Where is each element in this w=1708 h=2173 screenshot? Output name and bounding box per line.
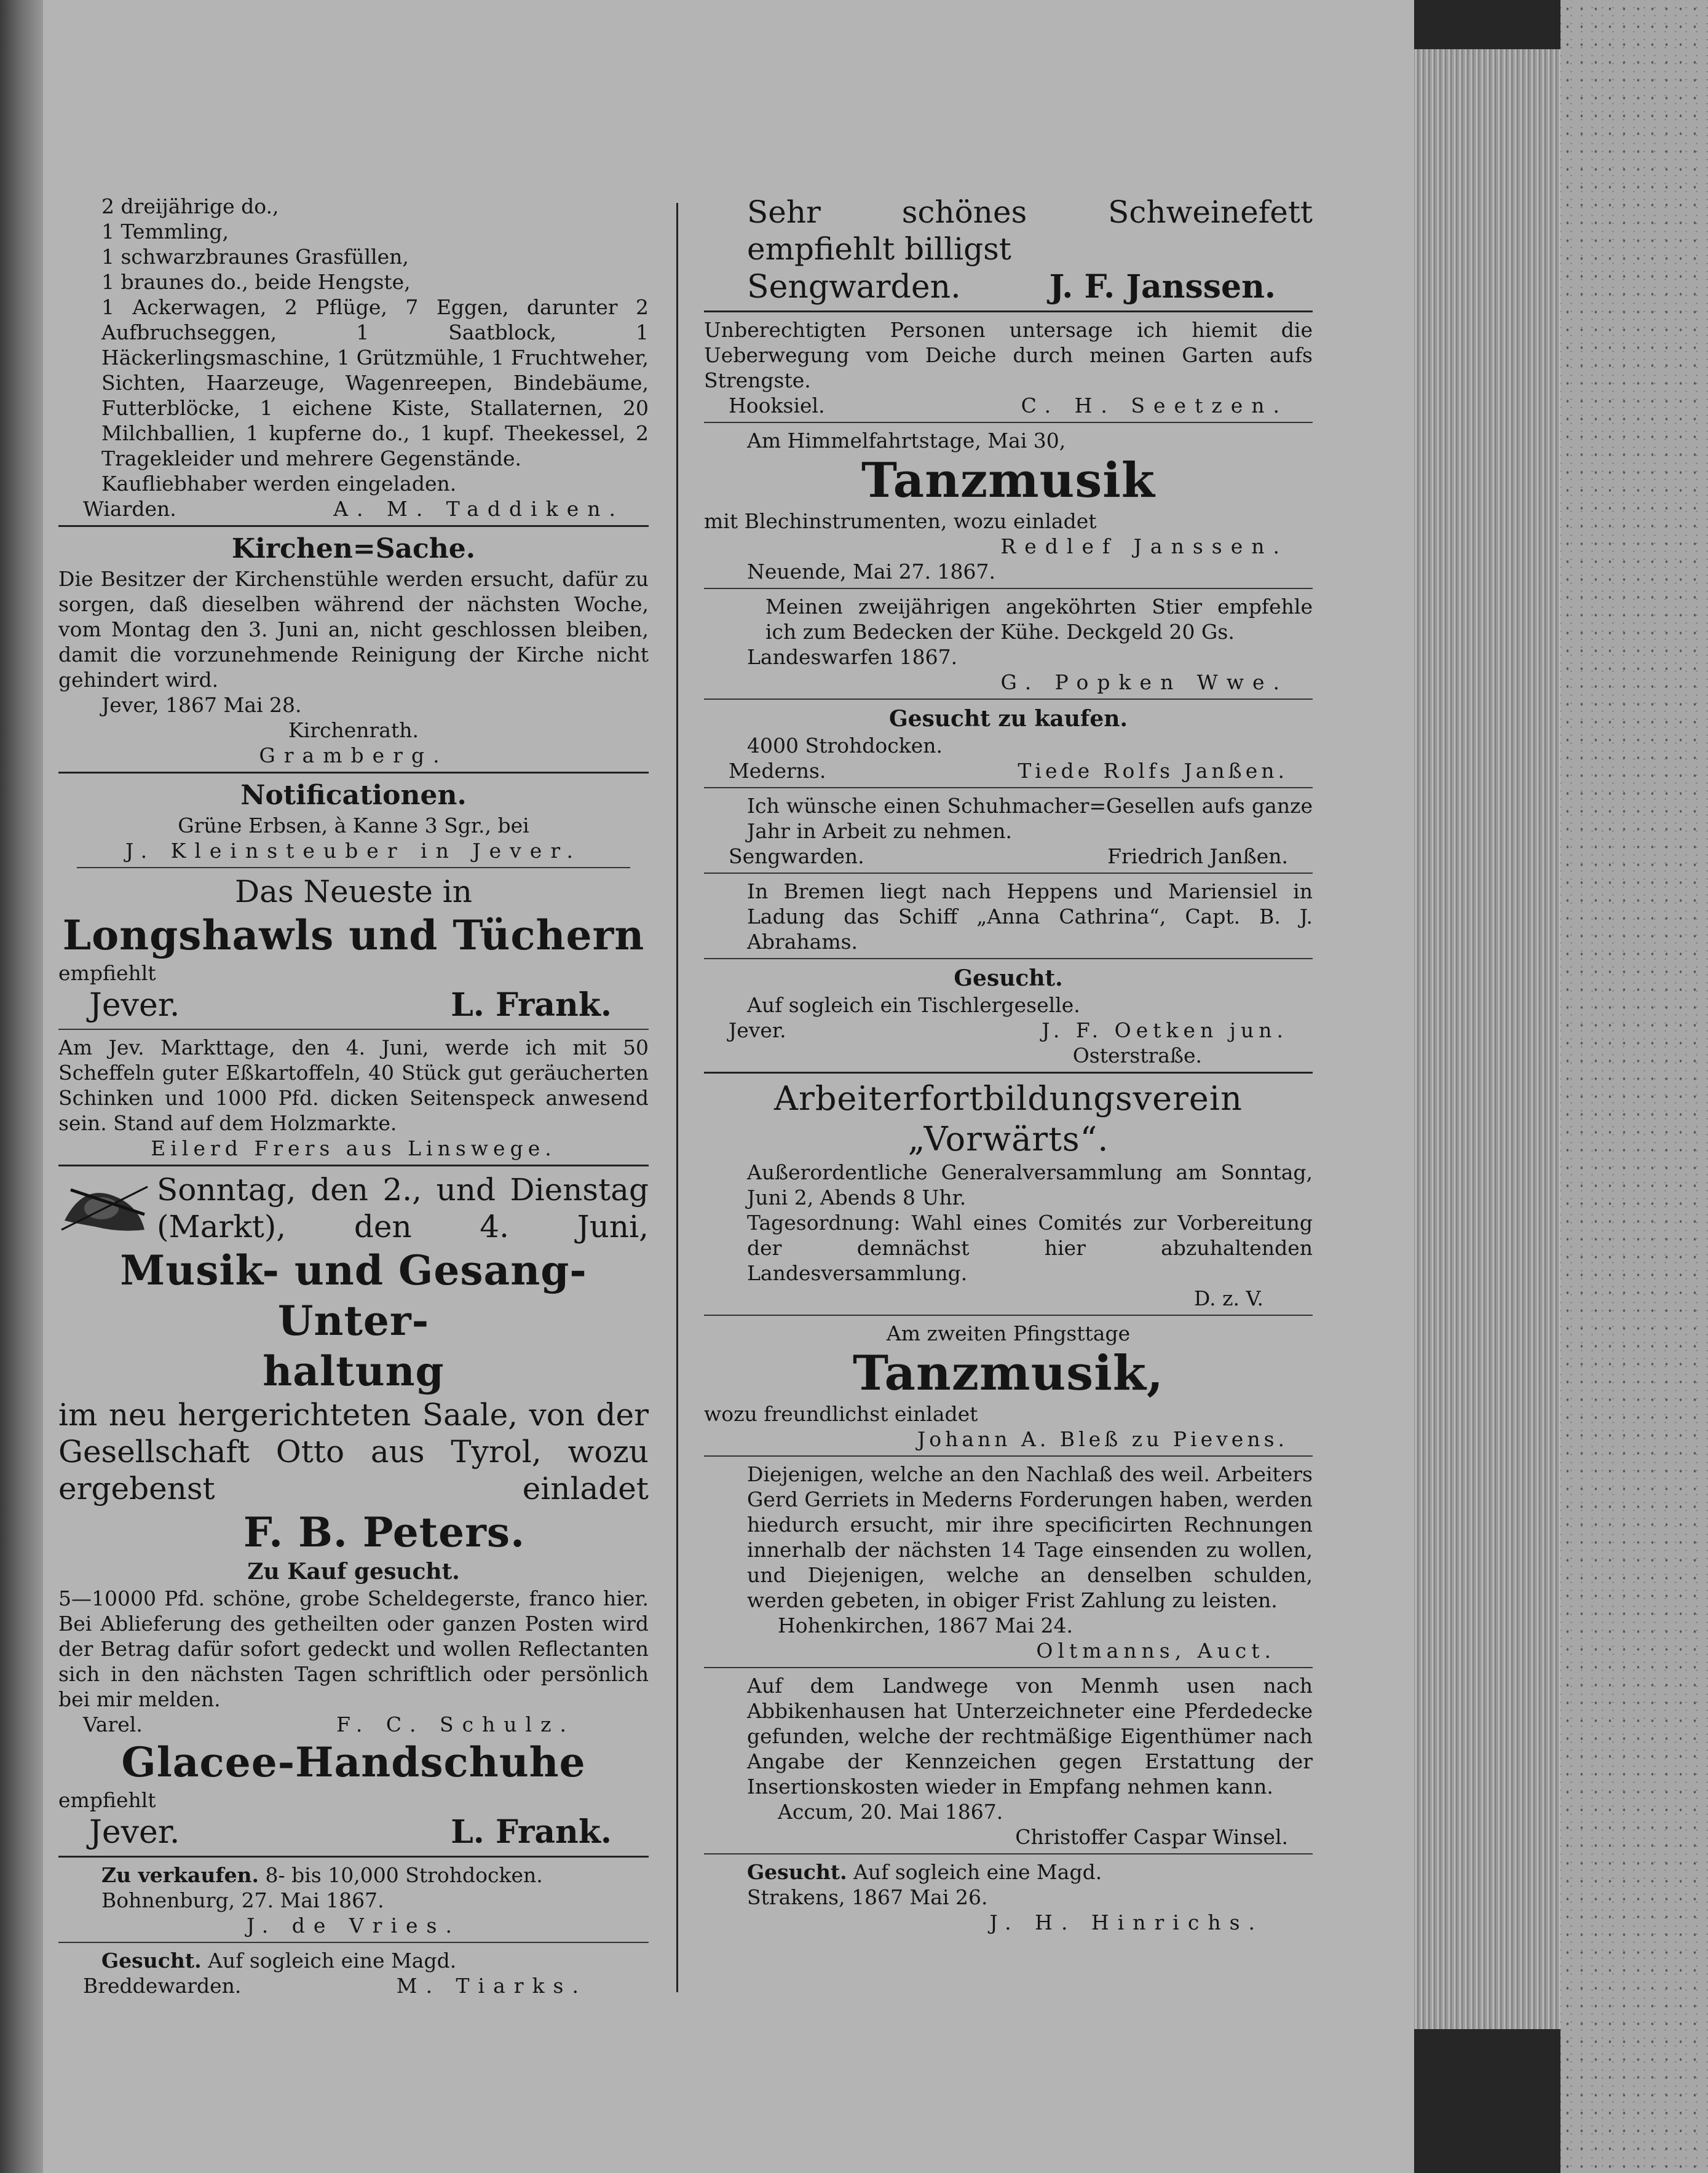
- deich-signature: C. H. Seetzen.: [1021, 394, 1288, 418]
- kauf-body: 5—10000 Pfd. schöne, grobe Scheldegerste, franco hier. Bei Ablieferung des getheilten oder ganzen Posten wird der Betrag dafür sofort gedeckt und wollen Reflectanten sich in den nächsten Tagen schriftlich oder persönlich bei mir melden.: [58, 1586, 649, 1711]
- divider: [704, 699, 1313, 700]
- tischler-signature: J. F. Oetken jun.: [1042, 1018, 1288, 1042]
- music-signature: F. B. Peters.: [243, 1508, 526, 1556]
- magd-place: Breddewarden.: [83, 1974, 242, 1998]
- divider: [704, 1853, 1313, 1854]
- divider: [704, 588, 1313, 589]
- tanz2-sub: wozu freundlichst einladet: [704, 1402, 978, 1426]
- tanz1-date: Neuende, Mai 27. 1867.: [747, 560, 996, 584]
- decke-date: Accum, 20. Mai 1867.: [778, 1800, 1003, 1824]
- verein-body: Außerordentliche Generalversammlung am Sonntag, Juni 2, Abends 8 Uhr.: [747, 1160, 1313, 1209]
- tischler-place: Jever.: [729, 1018, 786, 1042]
- auction-signature: A. M. Taddiken.: [333, 497, 624, 521]
- shawls-sub: empfiehlt: [58, 961, 156, 985]
- kirchen-date: Jever, 1867 Mai 28.: [101, 693, 302, 717]
- right-column: [704, 194, 1313, 2032]
- music-ad: [58, 1171, 649, 1558]
- schuhmacher-notice: [704, 793, 1313, 869]
- music-title1: Musik- und Gesang-Unter-: [120, 1246, 587, 1345]
- auction-place: Wiarden.: [83, 497, 176, 521]
- kauf-gesucht-notice: [58, 1558, 649, 1737]
- nachlass-body: Diejenigen, welche an den Nachlaß des weil. Arbeiters Gerd Gerriets in Mederns Forderungen haben, werden hiedurch ersucht, mir ihre specificirten Rechnungen innerhalb der nächsten 14 Tage einsenden zu wollen, und Diejenigen, welche an denselben schulden, werden gebeten, in obiger Frist Zahlung zu leisten.: [747, 1462, 1313, 1612]
- divider: [704, 1072, 1313, 1074]
- glacee-signature: L. Frank.: [451, 1813, 612, 1851]
- tanz1-pre: Am Himmelfahrtstage, Mai 30,: [747, 429, 1066, 453]
- divider: [58, 772, 649, 774]
- glacee-sub: empfiehlt: [58, 1788, 156, 1812]
- divider: [704, 1455, 1313, 1457]
- tischler-street: Osterstraße.: [1072, 1043, 1202, 1067]
- divider: [704, 1667, 1313, 1668]
- auction-notice: [58, 194, 649, 521]
- shawls-place: Jever.: [89, 987, 180, 1024]
- magd2-notice: [704, 1859, 1313, 1935]
- fett-signature: J. F. Janssen.: [1049, 268, 1276, 306]
- verein-notice: [704, 1079, 1313, 1311]
- verein-agenda: Tagesordnung: Wahl eines Comités zur Vorbereitung der demnächst hier abzuhaltenden Landesversammlung.: [747, 1211, 1313, 1285]
- divider: [704, 787, 1313, 788]
- notifications-line: Grüne Erbsen, à Kanne 3 Sgr., bei: [178, 813, 529, 837]
- market-signature: Eilerd Frers aus Linswege.: [151, 1136, 556, 1160]
- verkaufen-text: 8- bis 10,000 Strohdocken.: [265, 1863, 543, 1887]
- notifications-notice: [58, 778, 649, 863]
- magd-signature: M. Tiarks.: [396, 1974, 587, 1998]
- deich-body: Unberechtigten Personen untersage ich hiemit die Ueberwegung vom Deiche durch meinen Garten aufs Strengste.: [704, 318, 1313, 392]
- tanzmusik-2-ad: [704, 1321, 1313, 1452]
- notifications-signature: J. Kleinsteuber in Jever.: [125, 839, 582, 863]
- tanz2-signature: Johann A. Bleß zu Pievens.: [917, 1427, 1288, 1451]
- nachlass-signature: Oltmanns, Auct.: [1036, 1639, 1276, 1663]
- shawls-signature: L. Frank.: [451, 986, 612, 1024]
- notifications-title: Notificationen.: [240, 780, 467, 811]
- auction-line: 1 braunes do., beide Hengste,: [101, 270, 411, 294]
- glacee-title: Glacee-Handschuhe: [121, 1738, 586, 1786]
- magd2-lead: Gesucht.: [747, 1860, 847, 1884]
- kirchen-title: Kirchen=Sache.: [231, 533, 476, 564]
- deich-place: Hooksiel.: [729, 394, 825, 418]
- schuh-signature: Friedrich Janßen.: [1107, 844, 1288, 868]
- auction-line: 2 dreijährige do.,: [101, 194, 279, 218]
- glacee-place: Jever.: [89, 1814, 180, 1851]
- divider: [58, 1029, 649, 1030]
- schiff-body: In Bremen liegt nach Heppens und Mariensiel in Ladung das Schiff „Anna Cathrina“, Capt. B. J. Abrahams.: [747, 879, 1313, 954]
- verkaufen-lead: Zu verkaufen.: [101, 1863, 259, 1887]
- verkaufen-date: Bohnenburg, 27. Mai 1867.: [101, 1888, 384, 1912]
- nachlass-date: Hohenkirchen, 1867 Mai 24.: [778, 1613, 1073, 1637]
- auction-line: 1 schwarzbraunes Grasfüllen,: [101, 245, 409, 269]
- kauf-place: Varel.: [83, 1712, 143, 1736]
- decke-body: Auf dem Landwege von Menmh usen nach Abbikenhausen hat Unterzeichneter eine Pferdedecke gefunden, welche der rechtmäßige Eigenthümer nach Angabe der Kennzeichen gegen Erstattung der Insertionskosten wieder in Empfang nehmen kann.: [747, 1674, 1313, 1799]
- kirchen-body: Die Besitzer der Kirchenstühle werden ersucht, dafür zu sorgen, daß dieselben während der nächsten Woche, vom Montag den 3. Juni an, nicht geschlossen bleiben, damit die vorzunehmende Reinigung der Kirche nicht gehindert wird.: [58, 567, 649, 692]
- divider: [58, 525, 649, 527]
- fett-line: Sehr schönes Schweinefett empfiehlt billigst: [747, 194, 1313, 267]
- divider: [704, 873, 1313, 874]
- strohdocken-title: Gesucht zu kaufen.: [888, 706, 1128, 732]
- pferdedecke-notice: [704, 1673, 1313, 1850]
- tischler-title: Gesucht.: [954, 965, 1063, 991]
- magd2-text: Auf sogleich eine Magd.: [853, 1860, 1102, 1884]
- magd-lead: Gesucht.: [101, 1949, 202, 1973]
- verein-title1: Arbeiterfortbildungsverein: [774, 1079, 1243, 1118]
- tischler-notice: [704, 964, 1313, 1068]
- shawls-pre: Das Neueste in: [234, 874, 472, 909]
- decke-signature: Christoffer Caspar Winsel.: [1015, 1825, 1288, 1849]
- tanz1-sub: mit Blechinstrumenten, wozu einladet: [704, 509, 1097, 533]
- market-notice: [58, 1035, 649, 1161]
- schuh-place: Sengwarden.: [729, 844, 864, 868]
- strohdocken-place: Mederns.: [729, 759, 826, 783]
- violin-icon: [58, 1171, 151, 1239]
- left-column: [58, 194, 649, 2032]
- magd2-date: Strakens, 1867 Mai 26.: [747, 1885, 988, 1909]
- shawls-title: Longshawls und Tüchern: [62, 911, 645, 959]
- glacee-ad: [58, 1737, 649, 1852]
- page-edges: [1414, 49, 1560, 2029]
- book-gutter: [0, 0, 43, 2173]
- stier-body: Meinen zweijährigen angeköhrten Stier empfehle ich zum Bedecken der Kühe. Deckgeld 20 Gs.: [765, 595, 1313, 644]
- divider: [58, 1856, 649, 1858]
- music-title2: haltung: [263, 1347, 445, 1395]
- fett-ad: [704, 194, 1313, 307]
- column-separator: [676, 203, 678, 1992]
- market-body: Am Jev. Markttage, den 4. Juni, werde ich mit 50 Scheffeln guter Eßkartoffeln, 40 Stück gut geräucherten Schinken und 1000 Pfd. dicken Seitenspeck anwesend sein. Stand auf dem Holzmarkte.: [58, 1035, 649, 1135]
- verein-signature: D. z. V.: [1193, 1286, 1263, 1310]
- stier-notice: [704, 594, 1313, 695]
- kirchen-org: Kirchenrath.: [288, 718, 419, 742]
- verein-title2: „Vorwärts“.: [907, 1120, 1109, 1158]
- divider: [704, 958, 1313, 959]
- auction-line: Kaufliebhaber werden eingeladen.: [101, 472, 457, 496]
- divider: [704, 311, 1313, 312]
- divider: [77, 867, 630, 868]
- tanz2-pre: Am zweiten Pfingsttage: [886, 1321, 1131, 1345]
- divider: [58, 1165, 649, 1166]
- nachlass-notice: [704, 1462, 1313, 1663]
- kirchen-notice: [58, 532, 649, 768]
- magd-notice: [58, 1948, 649, 1998]
- verkaufen-signature: J. de Vries.: [247, 1914, 461, 1937]
- verkaufen-notice: [58, 1862, 649, 1938]
- strohdocken-signature: Tiede Rolfs Janßen.: [1018, 759, 1288, 783]
- shawls-ad: [58, 873, 649, 1025]
- kirchen-signature: Gramberg.: [259, 743, 448, 767]
- schuh-body: Ich wünsche einen Schuhmacher=Gesellen aufs ganze Jahr in Arbeit zu nehmen.: [747, 794, 1313, 843]
- kauf-signature: F. C. Schulz.: [336, 1712, 575, 1736]
- divider: [704, 1315, 1313, 1316]
- strohdocken-line: 4000 Strohdocken.: [747, 734, 943, 758]
- tanzmusik-1-ad: [704, 428, 1313, 584]
- tanz2-title: Tanzmusik,: [852, 1345, 1164, 1401]
- auction-line: 1 Temmling,: [101, 220, 229, 243]
- deich-notice: [704, 317, 1313, 418]
- fett-place: Sengwarden.: [747, 269, 961, 306]
- magd2-signature: J. H. Hinrichs.: [989, 1910, 1263, 1934]
- stier-date: Landeswarfen 1867.: [747, 645, 958, 669]
- speckled-cover-board: [1560, 0, 1708, 2173]
- strohdocken-notice: [704, 705, 1313, 783]
- kauf-title: Zu Kauf gesucht.: [247, 1559, 460, 1585]
- divider: [704, 422, 1313, 423]
- schiff-notice: [704, 879, 1313, 954]
- music-line2: im neu hergerichteten Saale, von der Gesellschaft Otto aus Tyrol, wozu ergebenst einladet: [58, 1397, 649, 1506]
- tanz1-signature: Redlef Janssen.: [1000, 534, 1288, 558]
- stier-signature: G. Popken Wwe.: [1000, 670, 1288, 694]
- divider: [58, 1942, 649, 1943]
- tischler-line: Auf sogleich ein Tischlergeselle.: [747, 993, 1080, 1017]
- music-line1: Sonntag, den 2., und Dienstag (Markt), den 4. Juni,: [157, 1172, 649, 1245]
- tanz1-title: Tanzmusik: [861, 453, 1155, 509]
- auction-line: 1 Ackerwagen, 2 Pflüge, 7 Eggen, darunter 2 Aufbruchseggen, 1 Saatblock, 1 Häckerlingsmaschine, 1 Grützmühle, 1 Fruchtweher, Sichten, Haarzeuge, Wagenreepen, Bindebäume, Futterblöcke, 1 eichene Kiste, Stallaternen, 20 Milchballien, 1 kupferne do., 1 kupf. Theekessel, 2 Tragekleider und mehrere Gegenstände.: [101, 295, 649, 470]
- magd-text: Auf sogleich eine Magd.: [208, 1949, 457, 1973]
